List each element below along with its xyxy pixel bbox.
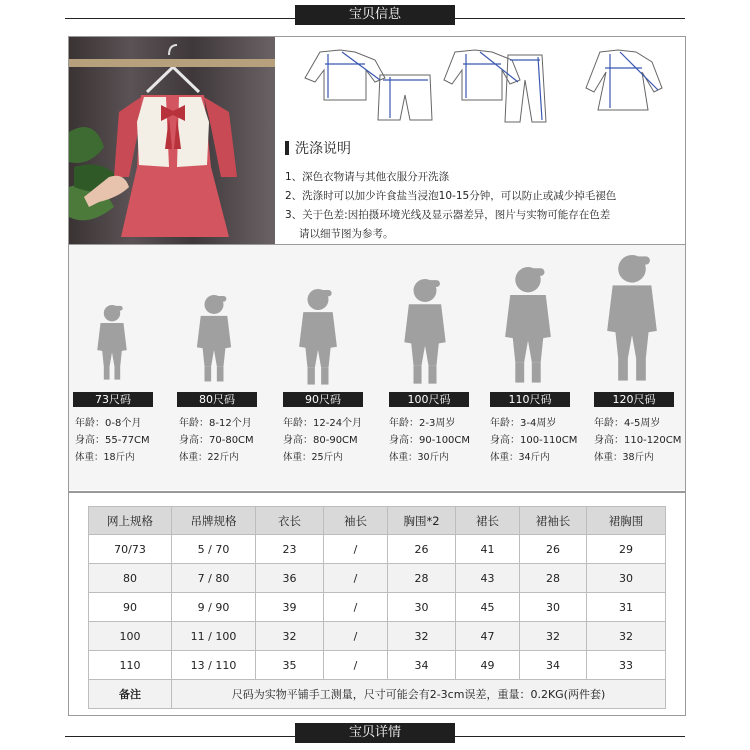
table-cell: 47 bbox=[456, 622, 520, 651]
table-cell: 30 bbox=[520, 593, 587, 622]
note-text: 尺码为实物平铺手工测量，尺寸可能会有2-3cm误差，重量：0.2KG(两件套) bbox=[172, 680, 666, 709]
table-cell: 32 bbox=[520, 622, 587, 651]
section-title: 宝贝详情 bbox=[295, 723, 455, 743]
table-cell: / bbox=[324, 651, 388, 680]
table-cell: 5 / 70 bbox=[172, 535, 256, 564]
table-cell: 26 bbox=[520, 535, 587, 564]
table-cell: 26 bbox=[388, 535, 456, 564]
table-cell: / bbox=[324, 622, 388, 651]
table-cell: / bbox=[324, 593, 388, 622]
size-info-120: 年龄：4-5周岁 身高：110-120CM 体重：38斤内 bbox=[594, 418, 682, 463]
child-silhouette-110 bbox=[505, 267, 551, 383]
table-cell: 31 bbox=[587, 593, 666, 622]
table-cell: 45 bbox=[456, 593, 520, 622]
table-cell: 23 bbox=[256, 535, 324, 564]
table-cell: 28 bbox=[388, 564, 456, 593]
column-header: 衣长 bbox=[256, 507, 324, 535]
table-cell: 49 bbox=[456, 651, 520, 680]
table-cell: 33 bbox=[587, 651, 666, 680]
table-cell: 41 bbox=[456, 535, 520, 564]
table-row bbox=[89, 622, 666, 651]
child-silhouette-90 bbox=[299, 289, 337, 385]
measurement-diagrams bbox=[280, 40, 680, 128]
child-silhouette-73 bbox=[97, 305, 127, 380]
table-row bbox=[89, 651, 666, 680]
table-cell: 30 bbox=[587, 564, 666, 593]
size-tag-80: 80尺码 bbox=[177, 392, 257, 407]
table-cell: 36 bbox=[256, 564, 324, 593]
table-cell: 7 / 80 bbox=[172, 564, 256, 593]
table-cell: 11 / 100 bbox=[172, 622, 256, 651]
table-cell: 32 bbox=[256, 622, 324, 651]
size-guide bbox=[69, 245, 685, 490]
table-cell: 32 bbox=[388, 622, 456, 651]
size-info-80: 年龄：8-12个月 身高：70-80CM 体重：22斤内 bbox=[179, 418, 254, 463]
column-header: 裙胸围 bbox=[587, 507, 666, 535]
table-cell: 35 bbox=[256, 651, 324, 680]
care-item-3: 3、关于色差:因拍摄环境光线及显示器差异，图片与实物可能存在色差 bbox=[285, 209, 611, 221]
column-header: 裙袖长 bbox=[520, 507, 587, 535]
table-row bbox=[89, 593, 666, 622]
size-info-73: 年龄：0-8个月 身高：55-77CM 体重：18斤内 bbox=[75, 418, 150, 463]
care-item-4: 请以细节图为参考。 bbox=[299, 228, 394, 240]
table-cell: 13 / 110 bbox=[172, 651, 256, 680]
table-cell: 80 bbox=[89, 564, 172, 593]
size-tag-100: 100尺码 bbox=[389, 392, 469, 407]
product-photo bbox=[69, 37, 275, 244]
table-header-row bbox=[89, 507, 666, 535]
note-label: 备注 bbox=[89, 680, 172, 709]
size-tag-120: 120尺码 bbox=[594, 392, 674, 407]
table-cell: 70/73 bbox=[89, 535, 172, 564]
table-cell: 9 / 90 bbox=[172, 593, 256, 622]
table-cell: 34 bbox=[388, 651, 456, 680]
size-table bbox=[88, 506, 666, 709]
size-tag-73: 73尺码 bbox=[73, 392, 153, 407]
column-header: 吊牌规格 bbox=[172, 507, 256, 535]
table-cell: / bbox=[324, 535, 388, 564]
column-header: 裙长 bbox=[456, 507, 520, 535]
table-cell: 90 bbox=[89, 593, 172, 622]
column-header: 胸围*2 bbox=[388, 507, 456, 535]
care-item-1: 1、深色衣物请与其他衣服分开洗涤 bbox=[285, 171, 450, 183]
table-cell: / bbox=[324, 564, 388, 593]
size-info-100: 年龄：2-3周岁 身高：90-100CM 体重：30斤内 bbox=[389, 418, 471, 463]
table-cell: 110 bbox=[89, 651, 172, 680]
child-silhouette-80 bbox=[197, 295, 231, 381]
child-silhouettes bbox=[69, 245, 685, 395]
size-info-90: 年龄：12-24个月 身高：80-90CM 体重：25斤内 bbox=[283, 418, 363, 463]
column-header: 网上规格 bbox=[89, 507, 172, 535]
table-row bbox=[89, 564, 666, 593]
table-cell: 30 bbox=[388, 593, 456, 622]
table-note-row bbox=[89, 680, 666, 709]
table-cell: 39 bbox=[256, 593, 324, 622]
table-row bbox=[89, 535, 666, 564]
size-tag-110: 110尺码 bbox=[490, 392, 570, 407]
table-cell: 29 bbox=[587, 535, 666, 564]
table-cell: 100 bbox=[89, 622, 172, 651]
care-item-2: 2、洗涤时可以加少许食盐当浸泡10-15分钟，可以防止或减少掉毛褪色 bbox=[285, 190, 617, 202]
column-header: 袖长 bbox=[324, 507, 388, 535]
size-info-110: 年龄：3-4周岁 身高：100-110CM 体重：34斤内 bbox=[490, 418, 578, 463]
table-cell: 28 bbox=[520, 564, 587, 593]
size-tag-90: 90尺码 bbox=[283, 392, 363, 407]
child-silhouette-120 bbox=[607, 255, 657, 381]
section-header-details bbox=[65, 723, 685, 743]
table-cell: 32 bbox=[587, 622, 666, 651]
table-cell: 34 bbox=[520, 651, 587, 680]
child-silhouette-100 bbox=[404, 279, 445, 384]
care-title: 洗涤说明 bbox=[285, 138, 685, 160]
care-instructions bbox=[285, 138, 685, 244]
section-header-info bbox=[65, 5, 685, 25]
table-cell: 43 bbox=[456, 564, 520, 593]
section-title: 宝贝信息 bbox=[295, 5, 455, 25]
